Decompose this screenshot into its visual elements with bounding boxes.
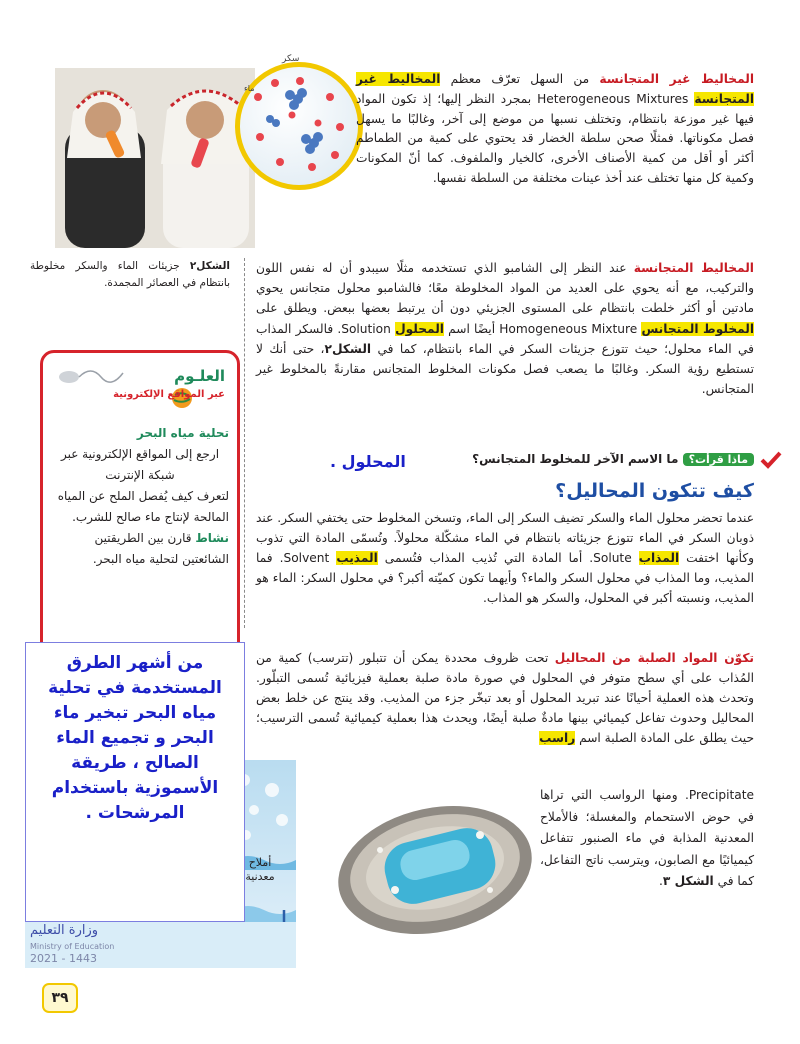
science-online-box <box>40 350 240 660</box>
box-heading: تحلية مياه البحر <box>136 426 229 440</box>
molecule-lens <box>235 62 363 190</box>
box-activity: نشاط قارن بين الطريقتين الشائعتين لتحلية مياه البحر. <box>92 531 229 566</box>
ministry-english: Ministry of Education <box>30 942 115 951</box>
term-solution-highlight: المحلول <box>395 321 444 336</box>
box-line2: لتعرف كيف يُفصل الملح عن المياه المالحة لإنتاج ماء صالح للشرب. <box>57 489 229 524</box>
page-number: ٣٩ <box>42 983 78 1013</box>
paragraph-solids: تكوّن المواد الصلبة من المحاليل تحت ظروف محددة يمكن أن تتبلور (تترسب) كمية من المُذاب على أي سطح متوفر في المحلول في صورة مادة صلبة بعملية فيزيائية تُسمى التبلّور. وتحدث هذه العملية أحيانًا عند تبريد المحلول أو بعد تبخّر جزء من المذيب. وقد ينتج عن خلط بعض المحاليل وحدوث تفاعل كيميائي بينها مادةٌ صلبة أيضًا، ويحدث هذا بعملية كيميائية تُسمى الترسيب؛ حيث يطلق على المادة الصلبة اسم راسب <box>256 651 754 745</box>
box-line1: ارجع إلى المواقع الإلكترونية عبر شبكة الإنترنت <box>60 447 220 482</box>
term-solute: المذاب <box>638 551 680 565</box>
term-heterogeneous-highlight: المخاليط غير المتجانسة <box>356 72 755 106</box>
box-title: العلـوم <box>174 367 225 385</box>
reading-check-answer: المحلول . <box>330 452 406 471</box>
term-solvent: المذيب <box>336 551 378 565</box>
term-heterogeneous: المخاليط غير المتجانسة <box>599 72 754 86</box>
soap-dish-figure <box>330 790 540 940</box>
box-subtitle: عبر المواقع الإلكترونية <box>113 389 225 400</box>
term-homogeneous-highlight: المخلوط المتجانس <box>641 321 755 336</box>
term-precipitate: راسب <box>539 731 576 745</box>
label-water: ماء <box>244 84 255 93</box>
term-homogeneous: المخاليط المتجانسة <box>633 261 754 275</box>
reading-check-question: ما الاسم الآخر للمخلوط المتجانس؟ <box>472 452 679 466</box>
mineral-salts-label: أملاح معدنية <box>245 856 275 883</box>
section-heading: كيف تتكون المحاليل؟ <box>555 480 754 502</box>
figure-photo <box>55 68 255 248</box>
ministry-logo-text: وزارة التعليم <box>30 923 99 938</box>
paragraph-homogeneous: المخاليط المتجانسة عند النظر إلى الشامبو الذي تستخدمه مثلًا سيبدو أن له نفس اللون والتركيب، مع أنه يحوي على العديد من المواد المخلوطة معًا؛ فالشامبو محلول متجانس يحوي مادتين أو أكثر خلطت بانتظام على المستوى الجزيئي دون أن يرتبط بعضها ببعض. ويطلق على المخلوط المتجانس Homogeneous Mixture أيضًا اسم المحلول Solution. فالسكر المذاب في الماء محلول؛ حيث تتوزع جزيئات السكر في الماء بانتظام، كما في الشكل٢، حتى أنك لا تستطيع رؤية السكر. وغالبًا ما يصعب فصل مكونات المخلوط المتجانس مقارنةً بالمخلوط غير المتجانس. <box>256 261 755 397</box>
reading-check-badge: ماذا قرأت؟ <box>683 453 754 466</box>
annotation-text: من أشهر الطرق المستخدمة في تحلية مياه البحر تبخير ماء البحر و تجميع الماء الصالح ، طريقة الأسموزية باستخدام المرشحات . <box>48 653 222 823</box>
check-icon <box>760 451 782 473</box>
column-divider <box>244 258 245 628</box>
paragraph-heterogeneous: المخاليط غير المتجانسة من السهل تعرّف معظم المخاليط غير المتجانسة Heterogeneous Mixtures بمجرد النظر إليها؛ إذ تكون المواد فيها غير موزعة بانتظام، وتختلف نسبها من موضع إلى آخر، وغالبًا ما يسهل فصل مكوناتها. فمثلًا صحن سلطة الخضار قد يحتوي على كمية من الطماطم أكثر أو أقل من كمية الأصناف الأخرى، كالخيار والملفوف. كما أنّ المكونات وكمية كل منها تختلف عند أخذ عينات مختلفة من السلطة نفسها. <box>356 72 755 185</box>
annotation-note <box>25 642 245 922</box>
edition-year: 2021 - 1443 <box>30 952 97 965</box>
term-solids: تكوّن المواد الصلبة من المحاليل <box>554 651 754 665</box>
paragraph-solutions: عندما تحضر محلول الماء والسكر تضيف السكر إلى الماء، وتسخن المخلوط حتى يختفي السكر. عند ذوبان السكر في الماء تتوزع جزيئاته بانتظام في الماء مشكّلة محلولاً. وتُسمّى المادة التي تذوب وكأنها اختفت المذاب Solute. أما المادة التي تُذيب المذاب فتُسمى المذيب Solvent. فما المذيب، وما المذاب في محلول السكر والماء؟ وأيهما تكون كميّته أكبر؟ في محلول السكر: الماء هو المذيب، ونسبته أكبر في المحلول، والسكر هو المذاب. <box>256 511 755 605</box>
label-sugar: سكر <box>282 54 300 64</box>
paragraph-precipitate: Precipitate. ومنها الرواسب التي تراها في حوض الاستحمام والمغسلة؛ فالأملاح المعدنية المذابة في ماء الصنبور تتفاعل كيميائيًا مع الصابون، ويترسب ناتج التفاعل، كما في الشكل ٣. <box>540 788 754 888</box>
figure-caption: الشكل٢ جزيئات الماء والسكر مخلوطة بانتظام في العصائر المجمدة. <box>30 260 231 289</box>
